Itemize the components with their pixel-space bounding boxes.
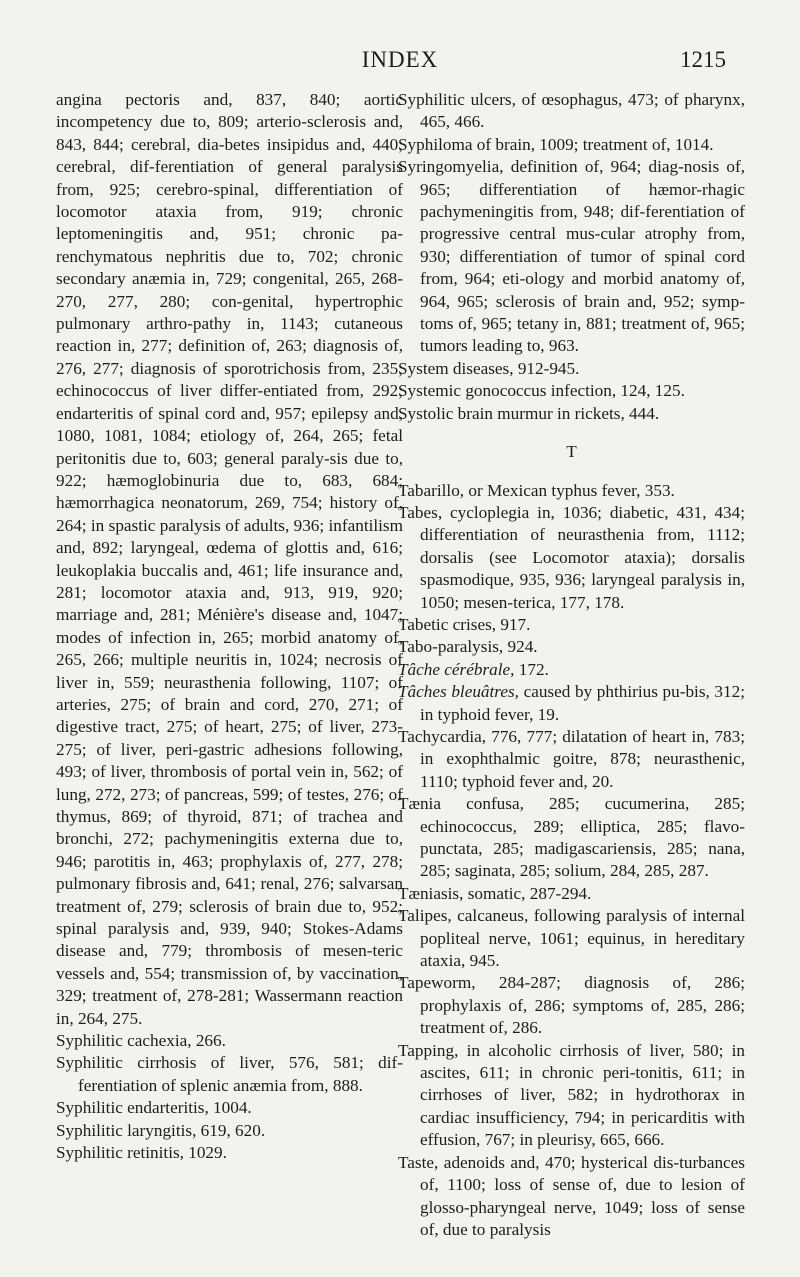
page-header <box>0 47 800 77</box>
left-column <box>56 89 403 1165</box>
page-number: 1215 <box>680 47 726 72</box>
index-entry: Taste, adenoids and, 470; hysterical dis-turbances of, 1100; loss of sense of, due to lesion of glosso-pharyngeal nerve, 1049; loss of sense of, due to paralysis <box>398 1152 745 1239</box>
entry-lead: Tâches bleuâtres, <box>398 682 519 702</box>
index-entry: Systemic gonococcus infection, 124, 125. <box>398 381 685 401</box>
index-entry: Tabes, cycloplegia in, 1036; diabetic, 431, 434; differentiation of neurasthenia from, 1112; dorsalis (see Locomotor ataxia); dorsalis spasmodique, 935, 936; laryngeal paralysis in, 1050; mesen-terica, 177, 178. <box>398 502 745 612</box>
index-entry: Tabo-paralysis, 924. <box>398 637 538 657</box>
index-entry: Tabetic crises, 917. <box>398 614 531 634</box>
index-entry: Tapping, in alcoholic cirrhosis of liver, 580; in ascites, 611; in chronic peri-tonitis, 611; in cirrhoses of liver, 582; in hydrothorax in cardiac insufficiency, 794; in pericarditis with effusion, 767; in pleurisy, 665, 666. <box>398 1040 745 1150</box>
index-entry: Syphilitic cachexia, 266. <box>56 1031 226 1051</box>
index-entry <box>398 659 745 681</box>
index-entry: Syphilitic cirrhosis of liver, 576, 581; dif-ferentiation of splenic anæmia from, 888. <box>56 1053 403 1095</box>
index-entry: Tapeworm, 284-287; diagnosis of, 286; prophylaxis of, 286; symptoms of, 285, 286; treatment of, 286. <box>398 973 745 1038</box>
entry-text: 172. <box>514 659 549 679</box>
index-entry: Systolic brain murmur in rickets, 444. <box>398 403 660 423</box>
entry-lead: Tâche cérébrale, <box>398 659 515 679</box>
right-column <box>398 89 745 1241</box>
section-letter: T <box>566 442 577 462</box>
index-entry: Syringomyelia, definition of, 964; diag-nosis of, 965; differentiation of hæmor-rhagic pachymeningitis from, 948; dif-ferentiation of progressive central mus-cular atrophy from, 930; differentiation of tumor of spinal cord from, 964; eti-ology and morbid anatomy of, 964, 965; sclerosis of brain and, 952; symp-toms of, 965; tetany in, 881; treatment of, 965; tumors leading to, 963. <box>398 157 745 356</box>
index-entry: angina pectoris and, 837, 840; aortic incompetency due to, 809; arterio-sclerosis and, 843, 844; cerebral, dia-betes insipidus and, 440; cerebral, dif-ferentiation of general paralysis from, 925; cerebro-spinal, differentiation of locomotor ataxia from, 919; chronic leptomeningitis and, 951; chronic pa-renchymatous nephritis due to, 702; chronic secondary anæmia in, 729; congenital, 265, 268-270, 277, 280; con-genital, hypertrophic pulmonary arthro-pathy in, 1143; cutaneous reaction in, 277; definition of, 263; diagnosis of, 276, 277; diagnosis of sporotrichosis from, 235; echinococcus of liver differ-entiated from, 292; endarteritis of spinal cord and, 957; epilepsy and, 1080, 1081, 1084; etiology of, 264, 265; fetal peritonitis due to, 603; general paraly-sis due to, 922; hæmoglobinuria due to, 683, 684; hæmorrhagica neonatorum, 269, 754; history of, 264; in spastic paralysis of adults, 936; infantilism and, 892; laryngeal, œdema of glottis and, 616; leukoplakia buccalis and, 461; life insurance and, 281; locomotor ataxia and, 913, 919, 920; marriage and, 281; Ménière's disease and, 1047; modes of infection in, 265; morbid anatomy of, 265, 266; multiple neuritis in, 1024; necrosis of liver in, 559; neurasthenia following, 1107; of arteries, 275; of brain and cord, 270, 271; of digestive tract, 275; of heart, 275; of liver, 273-275; of liver, peri-gastric adhesions following, 493; of liver, thrombosis of portal vein in, 562; of lung, 272, 273; of pancreas, 599; of testes, 276; of thymus, 869; of thyroid, 871; of trachea and bronchi, 272; pachymeningitis externa due to, 946; parotitis in, 463; prophylaxis of, 277, 278; pulmonary fibrosis and, 641; renal, 276; salvarsan treatment of, 279; sclerosis of brain due to, 952; spinal paralysis and, 939, 940; Stokes-Adams disease and, 779; thrombosis of mesen-teric vessels and, 554; transmission of, by vaccination, 329; treatment of, 278-281; Wassermann reaction in, 264, 275. <box>56 90 403 1028</box>
index-entry: Syphilitic ulcers, of œsophagus, 473; of pharynx, 465, 466. <box>398 90 745 132</box>
index-entry: Tænia confusa, 285; cucumerina, 285; echinococcus, 289; elliptica, 285; flavo-punctata, 285; madigascariensis, 285; nana, 285; saginata, 285; solium, 284, 285, 287. <box>398 794 745 881</box>
index-entry: Syphiloma of brain, 1009; treatment of, 1014. <box>398 134 714 154</box>
index-entry: Talipes, calcaneus, following paralysis of internal popliteal nerve, 1061; equinus, in hereditary ataxia, 945. <box>398 906 745 971</box>
index-entry: Tachycardia, 776, 777; dilatation of heart in, 783; in exophthalmic goitre, 878; neurasthenic, 1110; typhoid fever and, 20. <box>398 726 745 791</box>
index-entry: Syphilitic laryngitis, 619, 620. <box>56 1120 266 1140</box>
index-entry: Tæniasis, somatic, 287-294. <box>398 883 592 903</box>
index-entry: System diseases, 912-945. <box>398 358 580 378</box>
index-entry <box>398 681 745 726</box>
index-entry: Tabarillo, or Mexican typhus fever, 353. <box>398 480 675 500</box>
entry-text: caused by phthirius pu-bis, 312; in typhoid fever, 19. <box>420 682 745 724</box>
index-entry: Syphilitic retinitis, 1029. <box>56 1143 227 1163</box>
page-title: INDEX <box>361 47 439 72</box>
index-entry: Syphilitic endarteritis, 1004. <box>56 1098 252 1118</box>
